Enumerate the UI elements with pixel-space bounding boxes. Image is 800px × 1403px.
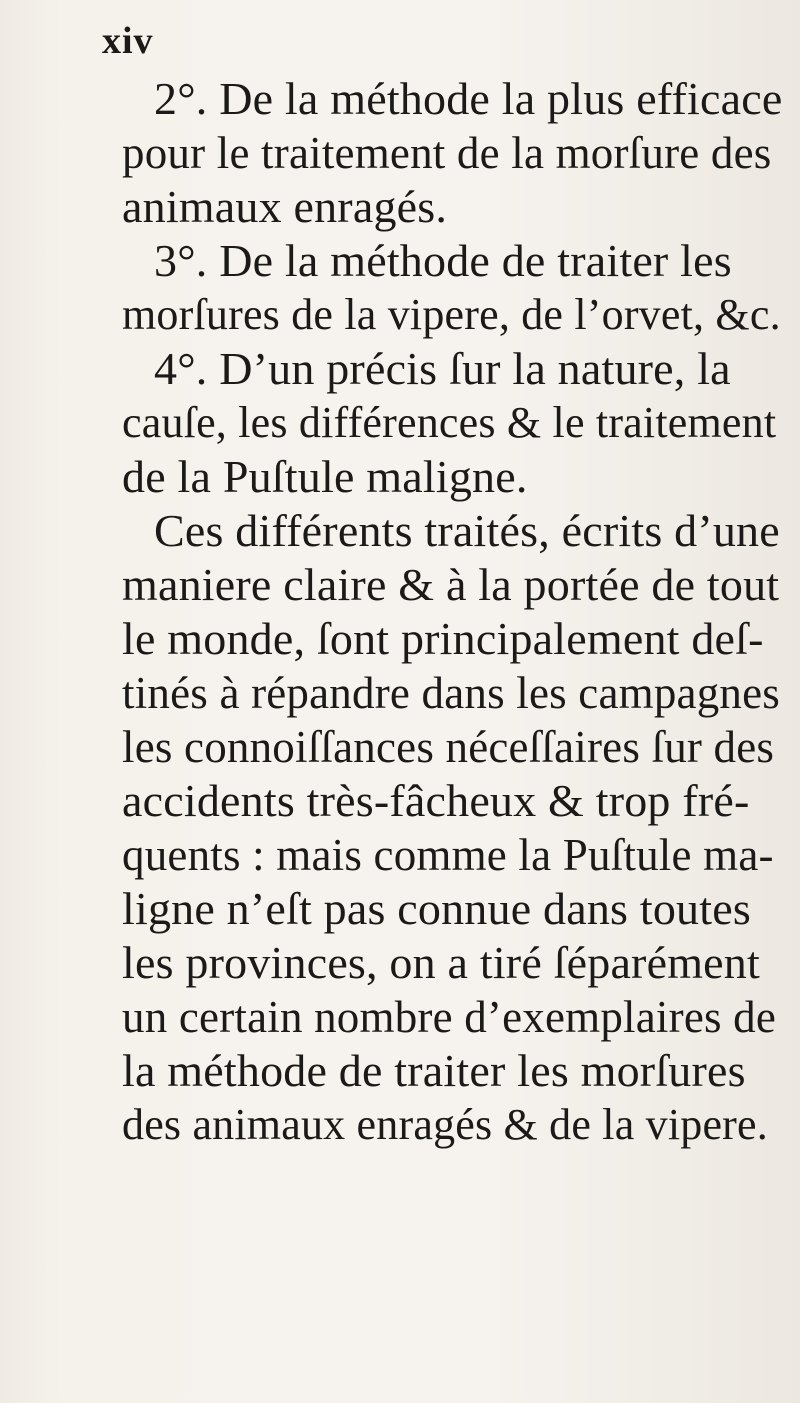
body-text (122, 72, 782, 1152)
text-line: des animaux enragés & de la vipere. (122, 1100, 768, 1149)
text-line: les provinces, on a tiré ſéparément (122, 937, 760, 988)
page-number: xiv (102, 20, 154, 62)
text-line: tinés à répandre dans les campagnes (122, 668, 780, 718)
text-line: pour le traitement de la morſure des (122, 128, 772, 178)
text-line: cauſe, les différences & le traitement (122, 398, 777, 447)
text-line: 2°. De la méthode la plus efficace (154, 73, 783, 124)
text-line: animaux enragés. (122, 181, 448, 232)
text-line: quents : mais comme la Puſtule ma- (122, 830, 774, 880)
text-line: maniere claire & à la portée de tout (122, 559, 780, 610)
text-line: accidents très-fâcheux & trop fré- (122, 775, 750, 826)
text-line: Ces différents traités, écrits d’une (154, 505, 780, 556)
text-line: de la Puſtule maligne. (122, 451, 528, 502)
text-line: 4°. D’un précis ſur la nature, la (154, 343, 731, 394)
text-line: les connoiſſances néceſſaires ſur des (122, 722, 775, 772)
text-line: le monde, ſont principalement deſ- (122, 613, 764, 664)
text-line: ligne n’eſt pas connue dans toutes (122, 883, 751, 934)
text-line: 3°. De la méthode de traiter les (154, 235, 732, 286)
text-line: un certain nombre d’exemplaires de (122, 992, 777, 1042)
text-line: la méthode de traiter les morſures (122, 1045, 746, 1096)
text-line: morſures de la vipere, de l’orvet, &c. (122, 290, 781, 339)
